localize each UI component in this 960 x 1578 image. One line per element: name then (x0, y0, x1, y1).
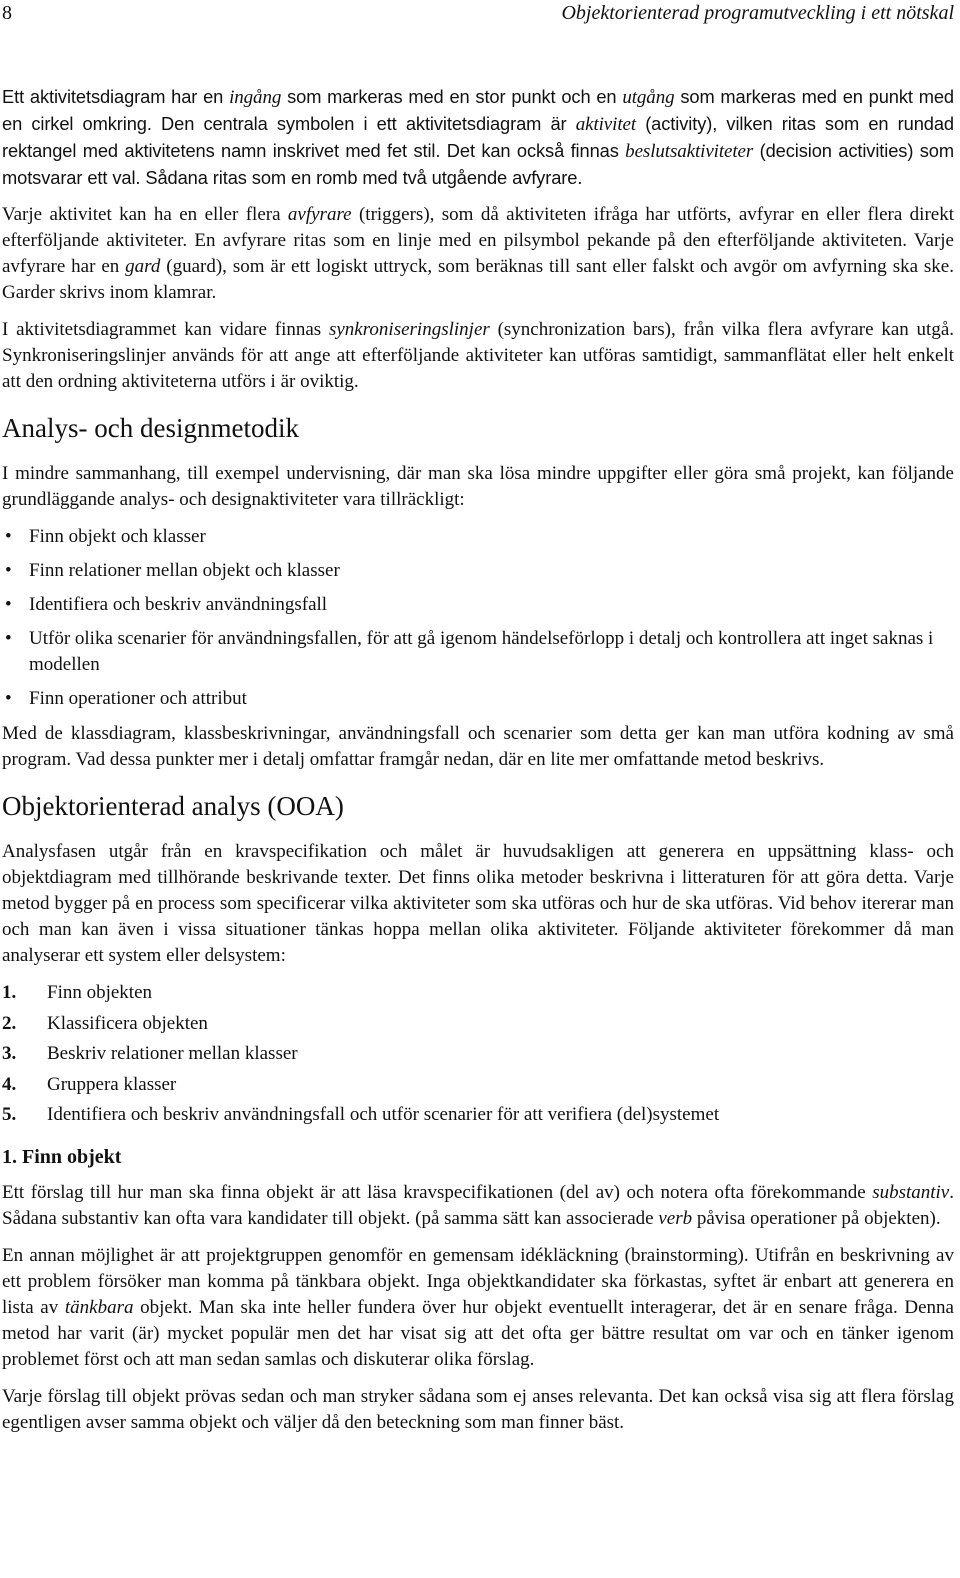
heading-find-objects: 1. Finn objekt (2, 1146, 122, 1168)
list-item: • Finn objekt och klasser (2, 524, 954, 550)
list-item: • Finn operationer och attribut (2, 686, 954, 712)
paragraph-brainstorming: En annan möjlighet är att projektgruppen genomför en gemensam idékläckning (brainstorming). Utifrån en beskrivning av ett problem försöker man komma på tänkbara objekt. Inga objektkandidater ska förkastas, syftet är enbart att generera en lista av tänkbara objekt. Man ska inte heller fundera över hur objekt eventuellt interagerar, det är en senare fråga. Denna metod har varit (är) mycket populär men det har visat sig att det ofta ger bättre resultat om var och en tänker igenom problemet först och att man sedan samlas och diskuterar olika förslag. (2, 1245, 954, 1370)
paragraph-nouns: Ett förslag till hur man ska finna objekt är att läsa kravspecifikationen (del av) och notera ofta förekommande substantiv. Sådana substantiv kan ofta vara kandidater till objekt. (på samma sätt kan associerade verb påvisa operationer på objekten). (2, 1182, 954, 1229)
paragraph-ooa-intro: Analysfasen utgår från en kravspecifikation och målet är huvudsakligen att generera en uppsättning klass- och objektdiagram med tillhörande beskrivande texter. Det finns olika metoder beskrivna i litteraturen för att göra detta. Varje metod bygger på en process som specificerar vilka aktiviteter som ska utföras och hur de ska utföras. Vid behov itererar man och man kan även i vissa situationer tänkas hoppa mellan olika aktiviteter. Följande aktiviteter förekommer då man analyserar ett system eller delsystem: (2, 841, 954, 966)
heading-analysis-design: Analys- och designmetodik (2, 413, 299, 443)
list-item: 4. Gruppera klasser (2, 1072, 954, 1098)
paragraph-activity-diagram: Ett aktivitetsdiagram har en ingång som markeras med en stor punkt och en utgång som markeras med en punkt med en cirkel omkring. Den centrala symbolen i ett aktivitetsdiagram är aktivitet (activity), vilken ritas som en rundad rektangel med aktivitetens namn inskrivet med fet stil. Det kan också finnas beslutsaktiviteter (decision activities) som motsvarar ett val. Sådana ritas som en romb med två utgående avfyrare. (2, 86, 954, 188)
list-item: 2. Klassificera objekten (2, 1011, 954, 1037)
list-item: • Utför olika scenarier för användningsfallen, för att gå igenom händelseförlopp i detalj och kontrollera att inget saknas i modellen (5, 628, 934, 675)
bullet-icon: • (5, 594, 12, 615)
step-number: 3. (2, 1043, 17, 1064)
paragraph-triggers: Varje aktivitet kan ha en eller flera avfyrare (triggers), som då aktiviteten ifråga har utförts, avfyrar en eller flera direkt efterföljande aktiviteter. En avfyrare ritas som en linje med en pilsymbol pekande på den efterföljande aktiviteten. Varje avfyrare har en gard (guard), som är ett logiskt uttryck, som beräknas till sant eller falskt och avgör om avfyrning ska ske. Garder skrivs inom klamrar. (2, 204, 955, 303)
heading-ooa: Objektorienterad analys (OOA) (2, 791, 344, 821)
step-number: 1. (2, 982, 17, 1003)
page-content (2, 84, 954, 1447)
page-header (2, 0, 954, 26)
step-number: 2. (2, 1012, 17, 1034)
list-item: 5. Identifiera och beskriv användningsfall och utför scenarier för att verifiera (del)systemet (2, 1102, 954, 1128)
paragraph-design-intro: I mindre sammanhang, till exempel undervisning, där man ska lösa mindre uppgifter eller göra små projekt, kan följande grundläggande analys- och designaktiviteter vara tillräckligt: (2, 463, 954, 510)
paragraph-sync-bars: I aktivitetsdiagrammet kan vidare finnas synkroniseringslinjer (synchronization bars), från vilka flera avfyrare kan utgå. Synkroniseringslinjer används för att ange att efterföljande aktiviteter kan utföras samtidigt, sammanflätat eller helt enkelt att den ordning aktiviteterna utförs i är oviktig. (2, 319, 955, 392)
bullet-icon: • (5, 526, 12, 547)
list-item: 3. Beskriv relationer mellan klasser (2, 1041, 954, 1067)
analysis-step-list (2, 980, 954, 1128)
paragraph-design-outro: Med de klassdiagram, klassbeskrivningar, användningsfall och scenarier som detta ger kan man utföra kodning av små program. Vad dessa punkter mer i detalj omfattar framgår nedan, där en lite mer omfattande metod beskrivs. (2, 723, 954, 770)
bullet-icon: • (5, 688, 12, 709)
running-title: Objektorienterad programutveckling i ett nötskal (561, 2, 954, 24)
activity-bullet-list (2, 524, 954, 712)
page-number: 8 (2, 2, 12, 24)
bullet-icon: • (5, 560, 12, 581)
paragraph-evaluate: Varje förslag till objekt prövas sedan och man stryker sådana som ej anses relevanta. Det kan också visa sig att flera förslag egentligen avser samma objekt och väljer då den beteckning som man finner bäst. (2, 1386, 954, 1433)
step-number: 4. (2, 1073, 17, 1095)
list-item: • Finn relationer mellan objekt och klasser (2, 558, 954, 584)
bullet-icon: • (5, 628, 12, 649)
list-item: • Identifiera och beskriv användningsfall (2, 592, 954, 618)
step-number: 5. (2, 1104, 17, 1125)
list-item: 1. Finn objekten (2, 980, 954, 1006)
